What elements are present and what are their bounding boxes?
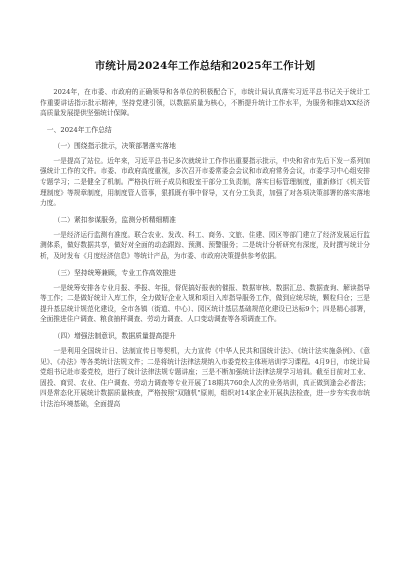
intro-paragraph: 2024年，在市委、市政府的正确领导和各单位的积极配合下，市统计局认真落实习近平总书记关于统计工作重要讲话指示批示精神，坚持党建引领，以数据质量为核心，不断提升统计工作水平，为服务和推动XX经济高质量发展提供坚强统计保障。 [40,88,370,118]
subsection-heading-4: （四）增强法制意识，数据质量提高提升 [53,331,176,340]
document-title: 市统计局2024年工作总结和2025年工作计划 [94,60,316,72]
subsection-heading-1: （一）围绕指示批示，决策部署落实落地 [53,141,176,150]
subsection-heading-3: （三）坚持统筹兼顾，专业工作高效推进 [53,268,176,277]
subsection-body-4: 一是利用全国统计日、法制宣传日等契机，大力宣传《中华人民共和国统计法》、《统计法实施条例》、《意见》、《办法》等各类统计法规文件；二是将统计法律法规纳入市委党校主体班培训学习课程。4月9日，市统计局党组书记赴市委党校，进行了统计法律法规专题讲座；三是不断加强统计法律法规学习培训。截至目前对工业、固投、商贸、农业、住户调查、劳动力调查等专业开展了18期共760余人次的业务培训，真正做到逢会必普法；四是常态化开展统计数据质量核查，严格按照"双随机"原则，组织对14家企业开展执法检查，进一步夯实我市统计法治环境基础，全面提高 [40,346,370,408]
subsection-body-1: 一是提高了站位。近年来，习近平总书记多次就统计工作作出重要指示批示，中央和省市先后下发一系列加强统计工作的文件。市委、市政府高度重视，多次召开市委常委会会议和市政府常务会议，市委学习中心组安排专题学习；二是健全了机制。严格执行班子成员和股室干部分工负责制，落实目标管理制度，重新修订《机关管理制度》等规章制度，用制度管人管事，狠抓既有事中督导，又有分工负责，加强了对各项决策部署的落实落地力度。 [40,156,370,208]
subsection-body-2: 一是经济运行监测有准度。联合农业、发改、科工、商务、文旅、住建、园区等部门建立了经济发展运行监测体系，做好数据共享，做好对全面的动态跟踪、预测、预警服务；二是统计分析研究有深度，及时撰写统计分析，及时发布《月度经济信息》等统计产品，为市委、市政府决策提供参考依据。 [40,230,370,260]
subsection-heading-2: （二）紧扣参谋服务，监测分析精细精准 [53,215,176,224]
section-heading: 一、2024年工作总结 [46,125,112,134]
subsection-body-3: 一是统筹安排各专业月报、季报、年报，督促搞好报表的催报、数据审核、数据汇总、数据查询、解读指导等工作；二是做好统计入库工作，全力做好企业入规和项目入库指导服务工作，做到应统尽统，颗粒归仓；三是提升基层统计规范化建设，全市各镇（街道、中心）、园区统计基层基础规范化建设已达标9个；四是精心部署，全面推进住户调查、粮食抽样调查、劳动力调查、人口变动调查等各项调查工作。 [40,283,370,324]
